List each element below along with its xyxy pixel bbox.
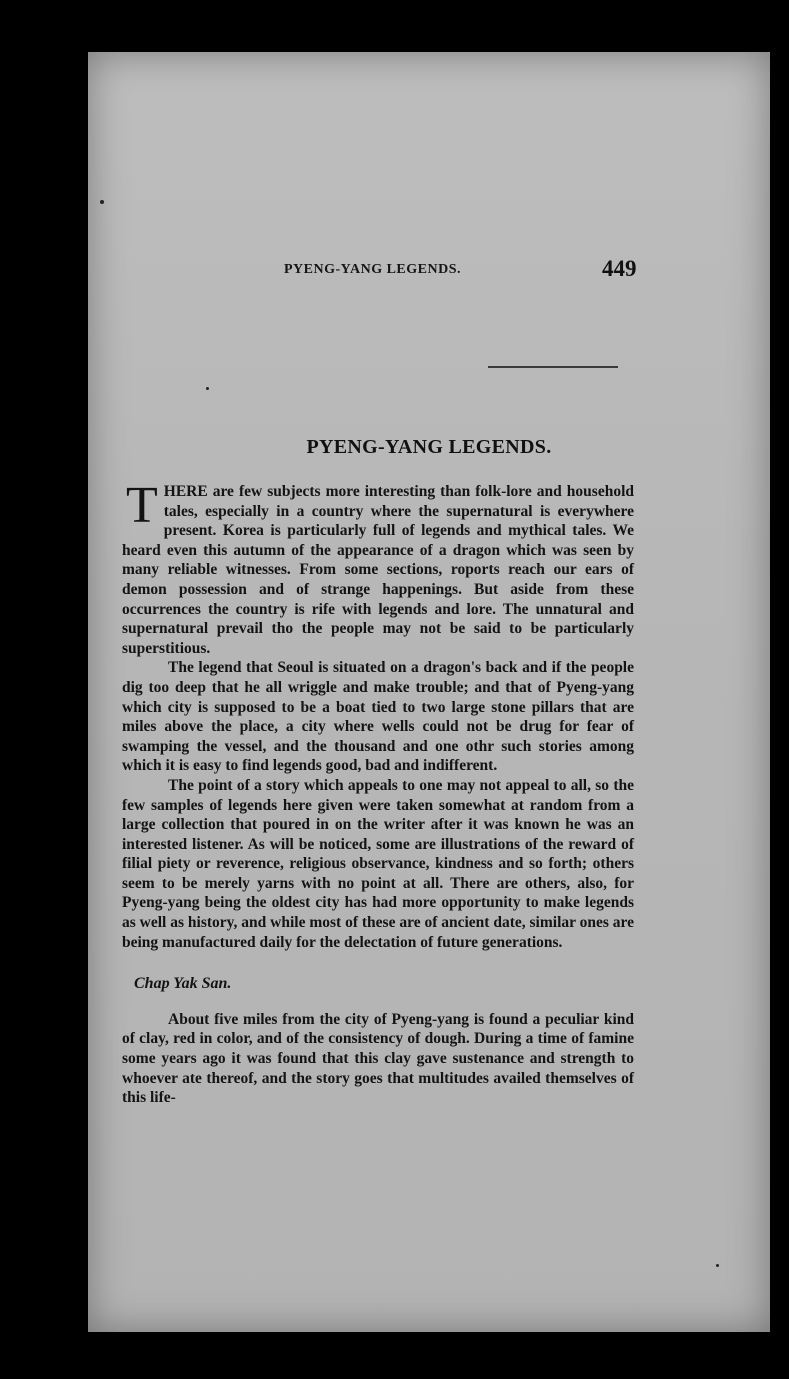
paragraph-1-text: HERE are few subjects more interesting than folk-lore and household tales, especially in a country where the supernatural is everywhere present. Korea is particularly full of legends and mythical tales. We heard even this autumn of the appearance of a dragon which was seen by many reliable witnesses. From some sections, roports reach our ears of demon possession and of strange happenings. But aside from these occurrences the country is rife with legends and lore. The unnatural and supernatural prevail tho the people may not be said to be particularly superstitious. [122,483,634,657]
scanned-page [88,52,770,1332]
scan-speck [206,387,209,390]
paragraph-3: The point of a story which appeals to one may not appeal to all, so the few samples of legends here given were taken somewhat at random from a large collection that poured in on the writer after it was known he was an interested listener. As will be noticed, some are illustrations of the reward of filial piety or reverence, religious observance, kindness and so forth; others seem to be merely yarns with no point at all. There are others, also, for Pyeng-yang being the oldest city has had more opportunity to make legends as well as history, and while most of these are of ancient date, similar ones are being manufactured daily for the delectation of future generations. [122,776,634,951]
header-rule [488,366,618,368]
paragraph-1 [122,477,634,658]
drop-cap: T [126,477,158,534]
article-body [122,477,634,1108]
section-subheading: Chap Yak San. [134,975,232,993]
paragraph-2: The legend that Seoul is situated on a dragon's back and if the people dig too deep that he all wriggle and make trouble; and that of Pyeng-yang which city is supposed to be a boat tied to two large stone pillars that are miles above the place, a city where wells could not be drug for fear of swamping the vessel, and the thousand and one othr such stories among which it is easy to find legends good, bad and indifferent. [122,659,634,775]
running-header-title: PYENG-YANG LEGENDS. [284,262,462,277]
scan-speck [100,200,104,204]
page-number: 449 [602,256,637,281]
scan-speck [716,1264,719,1267]
section-paragraph: About five miles from the city of Pyeng-yang is found a peculiar kind of clay, red in color, and of the consistency of dough. During a time of famine some years ago it was found that this clay gave sustenance and strength to whoever ate thereof, and the story goes that multitudes availed themselves of this life- [122,1010,634,1107]
article-title: PYENG-YANG LEGENDS. [306,436,552,458]
